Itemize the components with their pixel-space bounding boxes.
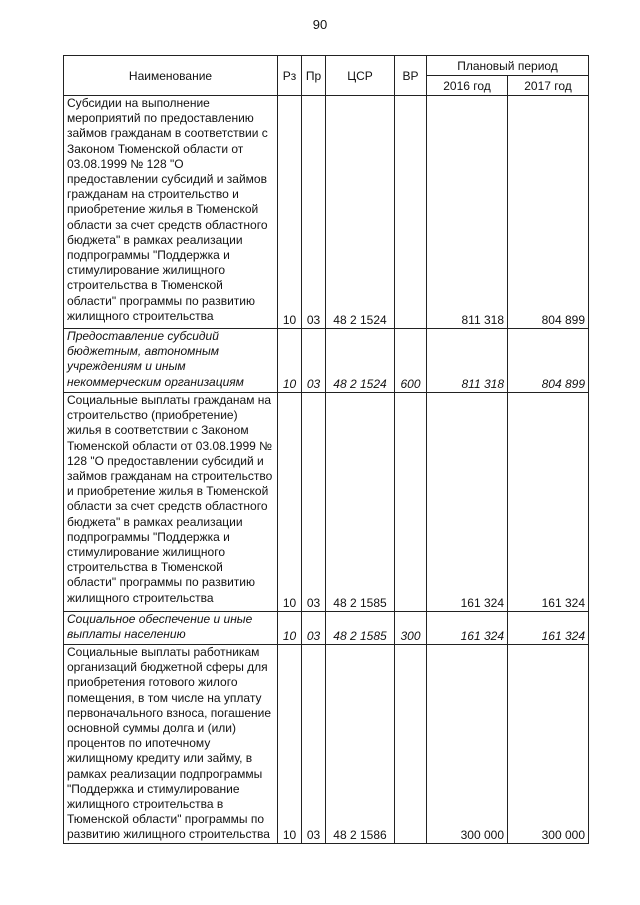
row-pr: 03 <box>302 96 326 329</box>
row-pr: 03 <box>302 612 326 645</box>
row-vr: 600 <box>395 329 427 393</box>
row-pr: 03 <box>302 645 326 844</box>
row-csr: 48 2 1524 <box>326 329 395 393</box>
table-row <box>64 329 589 393</box>
budget-table <box>63 55 589 844</box>
row-name: Социальное обеспечение и иные выплаты населению <box>64 612 278 645</box>
row-2017: 161 324 <box>508 393 589 612</box>
row-name: Социальные выплаты работникам организаций бюджетной сферы для приобретения готового жилого помещения, в том числе на уплату первоначального взноса, погашение основной суммы долга и (или) процентов по ипотечному жилищному кредиту или займу, в рамках реализации подпрограммы "Поддержка и стимулирование жилищного строительства в Тюменской области" программы по развитию жилищного строительства <box>64 645 278 844</box>
row-2016: 811 318 <box>427 329 508 393</box>
table-row <box>64 612 589 645</box>
row-vr <box>395 96 427 329</box>
row-2017: 804 899 <box>508 329 589 393</box>
row-vr <box>395 393 427 612</box>
row-pr: 03 <box>302 393 326 612</box>
row-csr: 48 2 1586 <box>326 645 395 844</box>
col-header-plan-period: Плановый период <box>427 56 589 76</box>
col-header-year-2016: 2016 год <box>427 76 508 96</box>
row-name: Субсидии на выполнение мероприятий по предоставлению займов гражданам в соответствии с Законом Тюменской области от 03.08.1999 № 128 "О предоставлении субсидий и займов гражданам на строительство и приобретение жилья в Тюменской области за счет средств областного бюджета" в рамках реализации подпрограммы "Поддержка и стимулирование жилищного строительства в Тюменской области" программы по развитию жилищного строительства <box>64 96 278 329</box>
row-rz: 10 <box>278 612 302 645</box>
row-2016: 300 000 <box>427 645 508 844</box>
row-rz: 10 <box>278 96 302 329</box>
row-csr: 48 2 1585 <box>326 393 395 612</box>
col-header-csr: ЦСР <box>326 56 395 96</box>
row-csr: 48 2 1585 <box>326 612 395 645</box>
table-row <box>64 645 589 844</box>
col-header-year-2017: 2017 год <box>508 76 589 96</box>
page-number: 90 <box>312 17 328 32</box>
row-2017: 161 324 <box>508 612 589 645</box>
row-rz: 10 <box>278 645 302 844</box>
row-vr <box>395 645 427 844</box>
row-name: Социальные выплаты гражданам на строительство (приобретение) жилья в соответствии с Законом Тюменской области от 03.08.1999 № 128 "О предоставлении субсидий и займов гражданам на строительство и приобретение жилья в Тюменской области за счет средств областного бюджета" в рамках реализации подпрограммы "Поддержка и стимулирование жилищного строительства в Тюменской области" программы по развитию жилищного строительства <box>64 393 278 612</box>
col-header-name: Наименование <box>64 56 278 96</box>
row-2017: 300 000 <box>508 645 589 844</box>
row-2017: 804 899 <box>508 96 589 329</box>
col-header-rz: Рз <box>278 56 302 96</box>
row-2016: 161 324 <box>427 612 508 645</box>
table-row <box>64 393 589 612</box>
row-rz: 10 <box>278 329 302 393</box>
row-csr: 48 2 1524 <box>326 96 395 329</box>
table-row <box>64 96 589 329</box>
row-2016: 161 324 <box>427 393 508 612</box>
row-vr: 300 <box>395 612 427 645</box>
row-2016: 811 318 <box>427 96 508 329</box>
row-pr: 03 <box>302 329 326 393</box>
col-header-vr: ВР <box>395 56 427 96</box>
header-row <box>64 56 589 76</box>
col-header-pr: Пр <box>302 56 326 96</box>
row-name: Предоставление субсидий бюджетным, автономным учреждениям и иным некоммерческим организациям <box>64 329 278 393</box>
row-rz: 10 <box>278 393 302 612</box>
